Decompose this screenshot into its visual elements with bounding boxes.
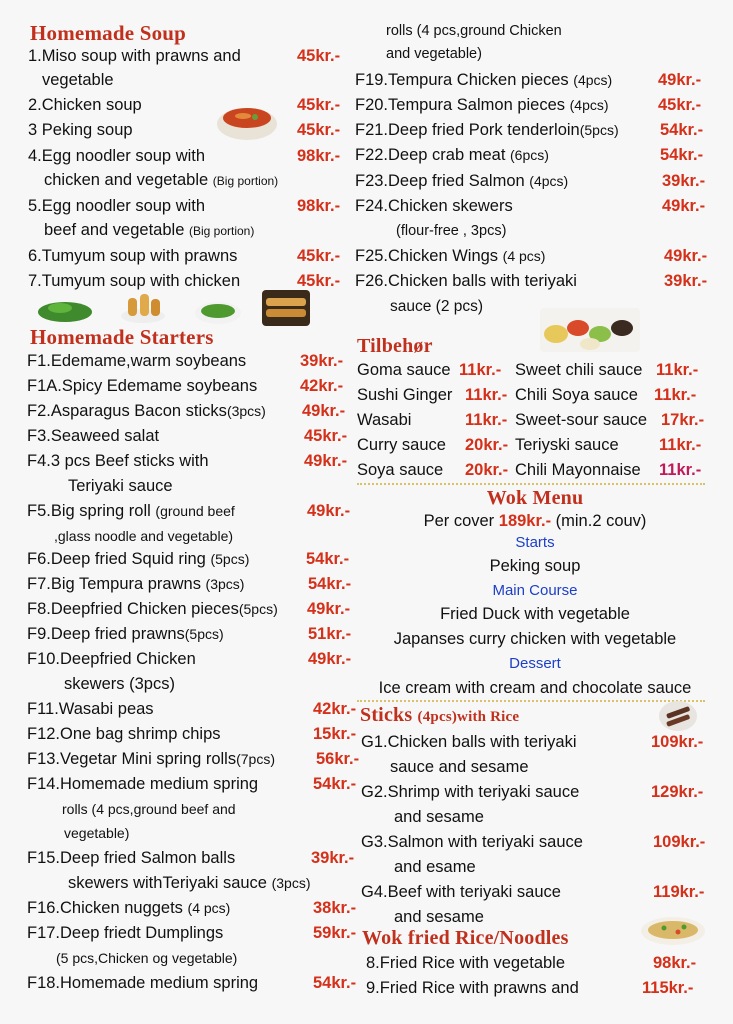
soup-bowl-image bbox=[213, 94, 281, 144]
starter-f19: F19.Tempura Chicken pieces (4pcs) bbox=[355, 71, 613, 89]
starter-f15-price: 39kr.- bbox=[311, 849, 355, 867]
wok-dessert-label: Dessert bbox=[509, 655, 561, 672]
side-ginger-price: 11kr.- bbox=[465, 386, 508, 404]
side-sweet-chili-price: 11kr.- bbox=[656, 361, 699, 379]
soup-item-2-price: 45kr.- bbox=[297, 96, 341, 114]
starter-f15-line1: F15.Deep fried Salmon balls bbox=[27, 849, 236, 867]
starter-f26-price: 39kr.- bbox=[664, 272, 708, 290]
soup-heading: Homemade Soup bbox=[30, 21, 187, 45]
wok-starts-label: Starts bbox=[515, 534, 555, 551]
starter-f26-line1: F26.Chicken balls with teriyaki bbox=[355, 272, 577, 290]
starters-heading: Homemade Starters bbox=[30, 325, 214, 349]
sticks-g4-price: 119kr.- bbox=[653, 883, 705, 901]
side-goma-price: 11kr.- bbox=[459, 361, 502, 379]
starter-f4-line1: F4.3 pcs Beef sticks with bbox=[27, 452, 209, 470]
starter-f20-price: 45kr.- bbox=[658, 96, 702, 114]
starter-f8: F8.Deepfried Chicken pieces(5pcs) bbox=[27, 600, 278, 618]
starter-f3: F3.Seaweed salat bbox=[27, 427, 160, 445]
spring-roll-image bbox=[262, 290, 310, 326]
starter-f12: F12.One bag shrimp chips bbox=[27, 725, 221, 743]
starter-f1-price: 39kr.- bbox=[300, 352, 344, 370]
starter-f24-price: 49kr.- bbox=[662, 197, 706, 215]
starter-f3-price: 45kr.- bbox=[304, 427, 348, 445]
starter-f2: F2.Asparagus Bacon sticks(3pcs) bbox=[27, 402, 266, 420]
starter-f10-line1: F10.Deepfried Chicken bbox=[27, 650, 196, 668]
f18-continuation-line2: and vegetable) bbox=[386, 46, 482, 62]
tempura-image bbox=[118, 290, 168, 326]
fried-rice-image bbox=[640, 914, 706, 946]
starter-f11-price: 42kr.- bbox=[313, 700, 357, 718]
starter-f5-line2: ,glass noodle and vegetable) bbox=[54, 528, 234, 544]
f18-continuation-line1: rolls (4 pcs,ground Chicken bbox=[386, 23, 562, 39]
starter-f17-line2: (5 pcs,Chicken og vegetable) bbox=[56, 950, 238, 966]
starter-f13: F13.Vegetar Mini spring rolls(7pcs) bbox=[27, 750, 276, 768]
starter-f26-line2: sauce (2 pcs) bbox=[390, 298, 484, 315]
starter-f6: F6.Deep fried Squid ring (5pcs) bbox=[27, 550, 250, 568]
starter-f10-line2: skewers (3pcs) bbox=[64, 675, 175, 693]
soup-item-1-price: 45kr.- bbox=[297, 47, 341, 65]
starter-f21-price: 54kr.- bbox=[660, 121, 704, 139]
soup-item-2: 2.Chicken soup bbox=[28, 96, 142, 114]
side-sweet-sour: Sweet-sour sauce bbox=[515, 411, 648, 429]
side-chili-soya-price: 11kr.- bbox=[654, 386, 697, 404]
starter-f14-line3: vegetable) bbox=[64, 825, 130, 841]
soup-item-4-line1: 4.Egg noodler soup with bbox=[28, 147, 206, 165]
starter-f5-line1: F5.Big spring roll (ground beef bbox=[27, 502, 235, 520]
soup-item-3: 3 Peking soup bbox=[28, 121, 133, 139]
side-wasabi: Wasabi bbox=[357, 411, 412, 429]
starter-f22-price: 54kr.- bbox=[660, 146, 704, 164]
sticks-g1-price: 109kr.- bbox=[651, 733, 704, 751]
sticks-g2-line2: and sesame bbox=[394, 808, 484, 826]
soup-item-1-line2: vegetable bbox=[42, 71, 114, 89]
starter-f24-line1: F24.Chicken skewers bbox=[355, 197, 513, 215]
starter-f14-line1: F14.Homemade medium spring bbox=[27, 775, 259, 793]
starter-f16: F16.Chicken nuggets (4 pcs) bbox=[27, 899, 231, 917]
starter-f11: F11.Wasabi peas bbox=[27, 700, 154, 718]
sticks-image bbox=[658, 700, 698, 732]
starter-f25: F25.Chicken Wings (4 pcs) bbox=[355, 247, 546, 265]
side-curry-price: 20kr.- bbox=[465, 436, 509, 454]
starter-f17-price: 59kr.- bbox=[313, 924, 357, 942]
side-goma: Goma sauce bbox=[357, 361, 451, 379]
soup-item-4-line2: chicken and vegetable (Big portion) bbox=[44, 171, 279, 189]
side-teriyaki-price: 11kr.- bbox=[659, 436, 702, 454]
sticks-heading: Sticks (4pcs)with Rice bbox=[360, 704, 520, 726]
starter-f12-price: 15kr.- bbox=[313, 725, 357, 743]
rice-item-8-price: 98kr.- bbox=[653, 954, 697, 972]
starter-f13-price: 56kr.- bbox=[316, 750, 360, 768]
side-wasabi-price: 11kr.- bbox=[465, 411, 508, 429]
side-teriyaki: Teriyski sauce bbox=[515, 436, 619, 454]
side-soya: Soya sauce bbox=[357, 461, 444, 479]
side-soya-price: 20kr.- bbox=[465, 461, 509, 479]
starter-f14-price: 54kr.- bbox=[313, 775, 357, 793]
starter-f10-price: 49kr.- bbox=[308, 650, 352, 668]
starter-f19-price: 49kr.- bbox=[658, 71, 702, 89]
soup-item-5-price: 98kr.- bbox=[297, 197, 341, 215]
sticks-g3-price: 109kr.- bbox=[653, 833, 706, 851]
soup-item-7-price: 45kr.- bbox=[297, 272, 341, 290]
starter-f7: F7.Big Tempura prawns (3pcs) bbox=[27, 575, 245, 593]
soup-item-1-line1: 1.Miso soup with prawns and bbox=[28, 47, 241, 65]
wok-per-cover: Per cover 189kr.- (min.2 couv) bbox=[423, 512, 647, 530]
starter-f7-price: 54kr.- bbox=[308, 575, 352, 593]
side-curry: Curry sauce bbox=[357, 436, 446, 454]
starter-f23: F23.Deep fried Salmon (4pcs) bbox=[355, 172, 569, 190]
sauces-image bbox=[540, 308, 640, 352]
sticks-g4-line1: G4.Beef with teriyaki sauce bbox=[361, 883, 561, 901]
soup-item-4-price: 98kr.- bbox=[297, 147, 341, 165]
rice-item-9: 9.Fried Rice with prawns and bbox=[366, 979, 579, 997]
divider bbox=[357, 700, 705, 702]
wok-heading: Wok Menu bbox=[486, 487, 584, 509]
starter-f2-price: 49kr.- bbox=[302, 402, 346, 420]
sticks-g3-line2: and esame bbox=[394, 858, 476, 876]
seaweed-image bbox=[36, 294, 94, 324]
soup-item-6-price: 45kr.- bbox=[297, 247, 341, 265]
soup-item-3-price: 45kr.- bbox=[297, 121, 341, 139]
starter-f4-line2: Teriyaki sauce bbox=[68, 477, 173, 495]
starter-f25-price: 49kr.- bbox=[664, 247, 708, 265]
starter-f9-price: 51kr.- bbox=[308, 625, 352, 643]
side-ginger: Sushi Ginger bbox=[357, 386, 453, 404]
starter-f4-price: 49kr.- bbox=[304, 452, 348, 470]
sticks-g1-line1: G1.Chicken balls with teriyaki bbox=[361, 733, 577, 751]
rice-item-9-price: 115kr.- bbox=[642, 979, 694, 997]
tilbehor-heading: Tilbehør bbox=[357, 335, 433, 357]
soup-item-7: 7.Tumyum soup with chicken bbox=[28, 272, 241, 290]
side-sweet-chili: Sweet chili sauce bbox=[515, 361, 643, 379]
sticks-g2-price: 129kr.- bbox=[651, 783, 704, 801]
starter-f22: F22.Deep crab meat (6pcs) bbox=[355, 146, 549, 164]
side-chili-mayo-price: 11kr.- bbox=[659, 461, 702, 479]
starter-f21: F21.Deep fried Pork tenderloin(5pcs) bbox=[355, 121, 619, 139]
soup-item-5-line2: beef and vegetable (Big portion) bbox=[44, 221, 255, 239]
sticks-g2-line1: G2.Shrimp with teriyaki sauce bbox=[361, 783, 580, 801]
soup-item-6: 6.Tumyum soup with prawns bbox=[28, 247, 238, 265]
wok-main-2: Japanses curry chicken with vegetable bbox=[393, 630, 677, 648]
sticks-g3-line1: G3.Salmon with teriyaki sauce bbox=[361, 833, 583, 851]
starter-f14-line2: rolls (4 pcs,ground beef and bbox=[62, 801, 236, 817]
sticks-g4-line2: and sesame bbox=[394, 908, 484, 926]
wok-dessert-item: Ice cream with cream and chocolate sauce bbox=[378, 679, 692, 697]
starter-f24-line2: (flour-free , 3pcs) bbox=[396, 223, 507, 239]
rice-heading: Wok fried Rice/Noodles bbox=[362, 927, 569, 949]
side-chili-mayo: Chili Mayonnaise bbox=[515, 461, 641, 479]
edamame-image bbox=[193, 296, 243, 326]
sticks-g1-line2: sauce and sesame bbox=[390, 758, 529, 776]
starter-f6-price: 54kr.- bbox=[306, 550, 350, 568]
side-chili-soya: Chili Soya sauce bbox=[515, 386, 638, 404]
starter-f15-line2: skewers withTeriyaki sauce (3pcs) bbox=[68, 874, 311, 892]
starter-f23-price: 39kr.- bbox=[662, 172, 706, 190]
starter-f18: F18.Homemade medium spring bbox=[27, 974, 259, 992]
starter-f5-price: 49kr.- bbox=[307, 502, 351, 520]
starter-f8-price: 49kr.- bbox=[307, 600, 351, 618]
starter-f1a-price: 42kr.- bbox=[300, 377, 344, 395]
divider bbox=[357, 483, 705, 485]
wok-starts-item: Peking soup bbox=[489, 557, 581, 575]
side-sweet-sour-price: 17kr.- bbox=[661, 411, 705, 429]
starter-f16-price: 38kr.- bbox=[313, 899, 357, 917]
starter-f1a: F1A.Spicy Edemame soybeans bbox=[27, 377, 258, 395]
rice-item-8: 8.Fried Rice with vegetable bbox=[366, 954, 566, 972]
starter-f20: F20.Tempura Salmon pieces (4pcs) bbox=[355, 96, 609, 114]
starter-f9: F9.Deep fried prawns(5pcs) bbox=[27, 625, 224, 643]
wok-main-1: Fried Duck with vegetable bbox=[440, 605, 630, 623]
soup-item-5-line1: 5.Egg noodler soup with bbox=[28, 197, 206, 215]
wok-main-label: Main Course bbox=[492, 582, 578, 599]
starter-f17-line1: F17.Deep friedt Dumplings bbox=[27, 924, 224, 942]
starter-f1: F1.Edemame,warm soybeans bbox=[27, 352, 247, 370]
starter-f18-price: 54kr.- bbox=[313, 974, 357, 992]
